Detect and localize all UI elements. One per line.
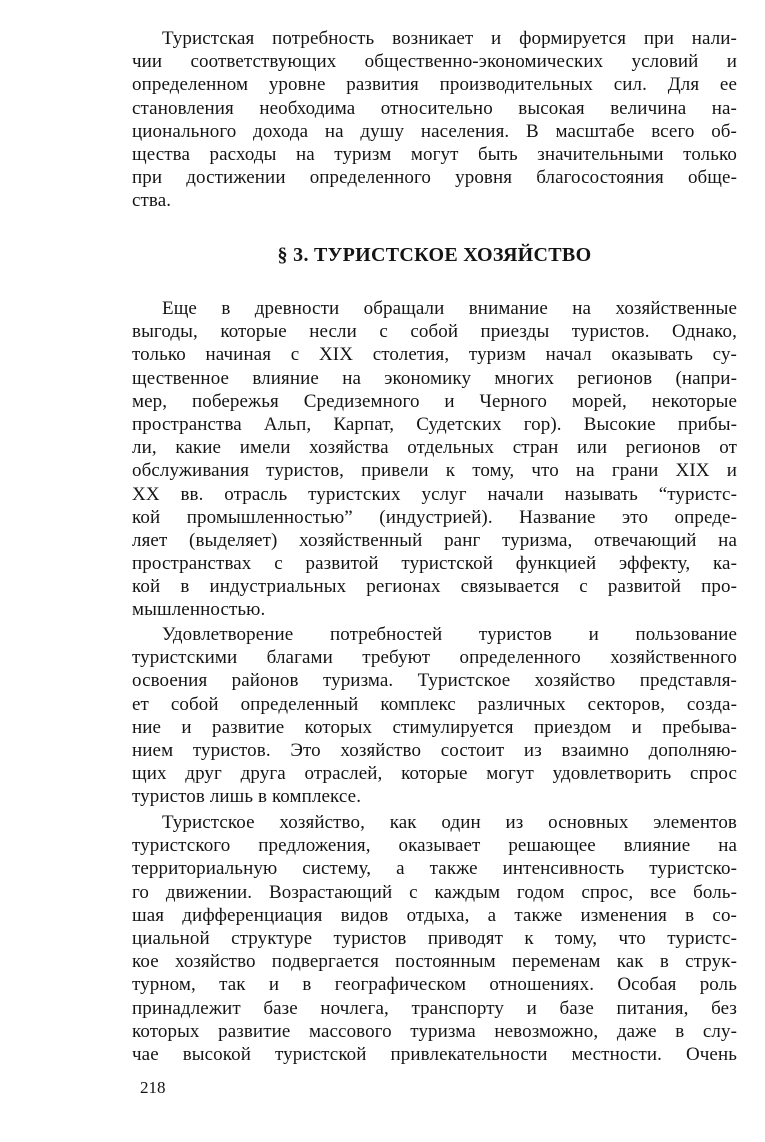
text-line: нием туристов. Это хозяйство состоит из взаимно дополняю- [132, 739, 737, 761]
text-line: принадлежит базе ночлега, транспорту и базе питания, без [132, 997, 737, 1019]
text-line: турном, так и в географическом отношениях. Особая роль [132, 974, 737, 996]
text-line: пространствах с развитой туристской функцией эффекту, ка- [132, 553, 737, 575]
text-line: щих друг друга отраслей, которые могут удовлетворить спрос [132, 763, 737, 785]
paragraph-4 [132, 811, 737, 1066]
text-line: ства. [132, 190, 172, 212]
text-line: XX вв. отрасль туристских услуг начали называть “туристс- [132, 483, 737, 505]
text-line: ли, какие имели хозяйства отдельных стран или регионов от [132, 437, 737, 459]
paragraph-3 [132, 623, 737, 809]
text-line: циальной структуре туристов приводят к тому, что туристс- [132, 927, 737, 949]
text-line: которых развитие массового туризма невозможно, даже в слу- [132, 1020, 737, 1042]
section-heading: § 3. ТУРИСТСКОЕ ХОЗЯЙСТВО [277, 244, 592, 266]
text-line: Туристская потребность возникает и формируется при нали- [162, 28, 737, 49]
text-line: шая дифференциация видов отдыха, а также изменения в со- [132, 904, 737, 926]
text-line: только начиная с XIX столетия, туризм начал оказывать су- [132, 344, 737, 366]
paragraph-2 [132, 297, 737, 622]
text-line: щественное влияние на экономику многих регионов (напри- [132, 367, 737, 389]
text-line: обслуживания туристов, привели к тому, что на грани XIX и [132, 460, 737, 482]
text-line: туристов лишь в комплексе. [132, 786, 362, 808]
page-number: 218 [140, 1078, 166, 1097]
text-line: ние и развитие которых стимулируется приездом и пребыва- [132, 716, 737, 738]
text-line: Еще в древности обращали внимание на хозяйственные [162, 298, 737, 319]
text-line: мер, побережья Средиземного и Черного морей, некоторые [132, 390, 737, 412]
text-line: при достижении определенного уровня благосостояния обще- [132, 167, 737, 189]
text-line: туристскими благами требуют определенного хозяйственного [132, 647, 737, 669]
text-line: пространства Альп, Карпат, Судетских гор). Высокие прибы- [132, 413, 737, 435]
text-line: определенном уровне развития производительных сил. Для ее [132, 74, 737, 96]
text-line: кой в индустриальных регионах связывается с развитой про- [132, 576, 737, 598]
text-line: Удовлетворение потребностей туристов и пользование [162, 624, 737, 645]
text-line: туристского предложения, оказывает решающее влияние на [132, 835, 737, 857]
text-line: территориальную систему, а также интенсивность туристско- [132, 858, 737, 880]
text-line: го движении. Возрастающий с каждым годом спрос, все боль- [132, 881, 737, 903]
text-line: чае высокой туристской привлекательности местности. Очень [132, 1043, 737, 1065]
text-line: кое хозяйство подвергается постоянным переменам как в струк- [132, 951, 737, 973]
text-line: кой промышленностью” (индустрией). Название это опреде- [132, 506, 737, 528]
paragraph-1 [132, 27, 737, 213]
text-line: выгоды, которые несли с собой приезды туристов. Однако, [132, 321, 737, 343]
text-line: чии соответствующих общественно-экономических условий и [132, 51, 737, 73]
text-line: ет собой определенный комплекс различных секторов, созда- [132, 693, 737, 715]
text-line: освоения районов туризма. Туристское хозяйство представля- [132, 670, 737, 692]
text-line: Туристское хозяйство, как один из основных элементов [162, 812, 737, 833]
text-line: ляет (выделяет) хозяйственный ранг туризма, отвечающий на [132, 529, 737, 551]
text-line: становления необходима относительно высокая величина на- [132, 97, 737, 119]
text-line: ционального дохода на душу населения. В масштабе всего об- [132, 120, 737, 142]
text-line: щества расходы на туризм могут быть значительными только [132, 143, 737, 165]
text-line: мышленностью. [132, 599, 266, 621]
